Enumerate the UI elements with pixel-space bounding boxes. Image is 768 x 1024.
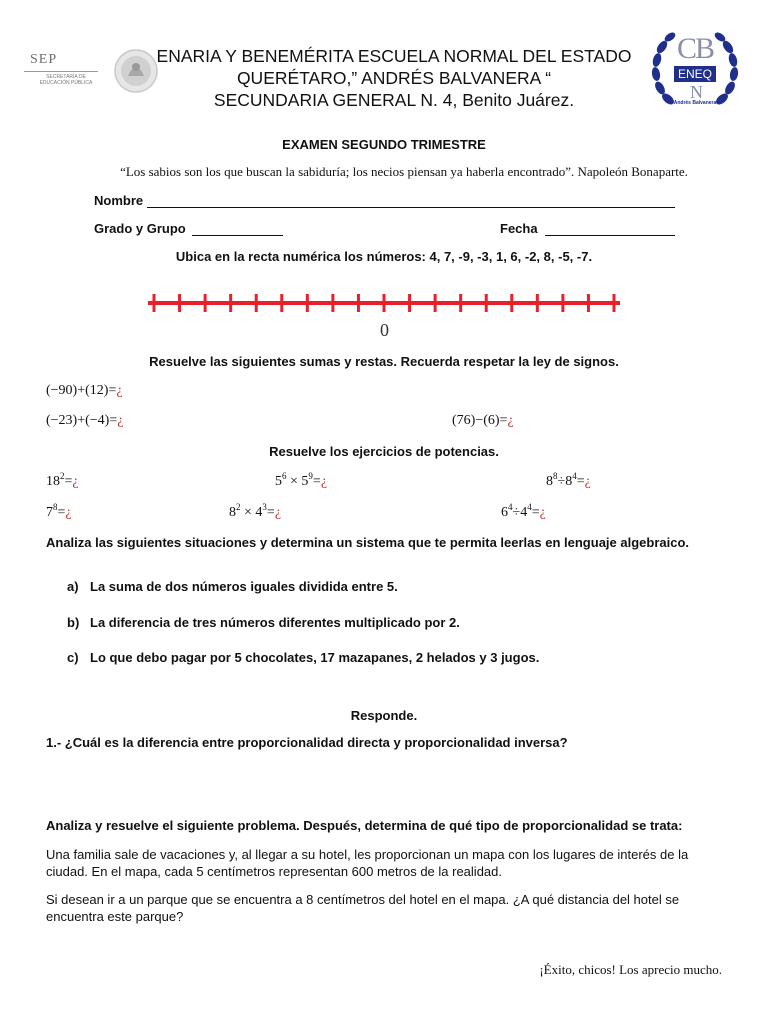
power-base: 4 [520,505,528,520]
power-exponent: 2 [60,471,65,481]
algebra-item-a [67,579,398,594]
power-base: 8 [565,474,573,489]
grade-field[interactable] [192,235,283,236]
power-base: 8 [229,505,236,520]
power-exponent: 4 [508,502,513,512]
school-name-line1: ENARIA Y BENEMÉRITA ESCUELA NORMAL DEL ESTADO [156,46,632,66]
name-field[interactable] [147,207,675,208]
sum-exercise-3 [452,413,514,429]
algebra-item-b [67,615,460,630]
equals-sign: = [576,474,585,489]
sums-instruction: Resuelve las siguientes sumas y restas. Recuerda respetar la ley de signos. [149,354,619,369]
closing-message: ¡Éxito, chicos! Los aprecio mucho. [539,962,722,977]
powers-instruction: Resuelve los ejercicios de potencias. [269,444,499,459]
power-exercise-2 [275,471,328,490]
eneq-logo-letters: CB [676,32,714,65]
sum-exercise-2 [46,413,123,429]
question-mark: ¿ [116,383,123,398]
power-exercise-6 [501,502,546,521]
sep-logo-text: SEP [30,52,58,67]
school-name-line2: QUERÉTARO,” ANDRÉS BALVANERA “ [236,68,552,88]
question-mark: ¿ [539,505,546,520]
sum-exercise-1 [46,383,123,399]
power-base: 4 [255,505,263,520]
equals-sign: = [531,505,540,520]
power-exponent: 8 [553,471,558,481]
operator: × [290,474,298,489]
equals-sign: = [64,474,73,489]
power-exercise-3 [546,471,591,490]
equals-sign: = [312,474,321,489]
operator: ÷ [512,505,521,520]
number-line [114,278,654,344]
question-mark: ¿ [117,413,124,428]
respond-title: Responde. [350,708,418,723]
date-label: Fecha [500,221,538,236]
algebra-item-text: La suma de dos números iguales dividida entre 5. [90,579,398,594]
algebra-item-letter: a) [67,579,79,594]
problem-paragraph-1: Una familia sale de vacaciones y, al llegar a su hotel, les proporcionan un mapa con los lugares de interés de la ciudad. En el mapa, cada 5 centímetros representan 600 metros de la realidad. [46,847,689,879]
grade-label: Grado y Grupo [94,221,186,236]
exam-quote: “Los sabios son los que buscan la sabiduría; los necios piensan ya haberla encontrado”. Napoleón Bonaparte. [120,164,688,179]
power-exercise-5 [229,502,282,521]
question-mark: ¿ [274,505,282,520]
question-mark: ¿ [320,474,328,489]
question-mark: ¿ [507,413,514,428]
respond-question-1: 1.- ¿Cuál es la diferencia entre proporcionalidad directa y proporcionalidad inversa? [46,735,568,750]
algebra-item-letter: c) [67,650,79,665]
exam-title: EXAMEN SEGUNDO TRIMESTRE [282,137,486,152]
date-field[interactable] [545,235,675,236]
operator: ÷ [557,474,566,489]
power-base: 5 [301,474,309,489]
power-base: 5 [275,474,282,489]
problem-paragraph-2: Si desean ir a un parque que se encuentra a 8 centímetros del hotel en el mapa. ¿A qué distancia del hotel se encuentra este parque? [46,892,680,924]
power-base: 7 [46,505,53,520]
question-mark: ¿ [72,474,79,489]
operator: × [244,505,252,520]
eneq-logo [650,28,740,112]
sep-logo-rule [24,71,98,72]
power-exercise-4 [46,502,72,521]
equals-sign: = [266,505,275,520]
question-mark: ¿ [65,505,72,520]
power-base: 18 [46,474,60,489]
sep-logo [22,52,102,92]
question-mark: ¿ [584,474,591,489]
number-line-zero-label: 0 [380,320,389,340]
eneq-logo-text: ENEQ [677,67,712,81]
power-exponent: 4 [572,471,577,481]
number-line-instruction: Ubica en la recta numérica los números: 4, 7, -9, -3, 1, 6, -2, 8, -5, -7. [175,249,593,264]
power-base: 8 [546,474,553,489]
power-exponent: 2 [236,502,241,512]
power-exponent: 3 [262,502,267,512]
algebra-item-letter: b) [67,615,80,630]
power-exponent: 6 [282,471,287,481]
school-name-line3: SECUNDARIA GENERAL N. 4, Benito Juárez. [213,90,575,110]
sum-exercise-3-expr: (76)−(6)= [452,413,508,428]
eneq-logo-n: N [690,82,703,102]
problem-instruction: Analiza y resuelve el siguiente problema. Después, determina de qué tipo de proporcionalidad se trata: [46,818,683,833]
power-exponent: 4 [527,502,532,512]
algebra-instruction: Analiza las siguientes situaciones y determina un sistema que te permita leerlas en lenguaje algebraico. [46,535,690,550]
algebra-item-text: Lo que debo pagar por 5 chocolates, 17 mazapanes, 2 helados y 3 jugos. [90,650,540,665]
sum-exercise-2-expr: (−23)+(−4)= [46,413,118,428]
sep-logo-subtitle: SECRETARÍA DE EDUCACIÓN PÚBLICA [39,74,93,86]
power-exercise-1 [46,471,79,490]
power-base: 6 [501,505,508,520]
algebra-item-c [67,650,539,665]
equals-sign: = [57,505,66,520]
power-exponent: 9 [308,471,313,481]
sum-exercise-1-expr: (−90)+(12)= [46,383,117,398]
name-label: Nombre [94,193,144,208]
eneq-logo-subtitle: Andrés Balvanera [673,100,717,106]
algebra-item-text: La diferencia de tres números diferentes multiplicado por 2. [90,615,460,630]
power-exponent: 8 [53,502,58,512]
